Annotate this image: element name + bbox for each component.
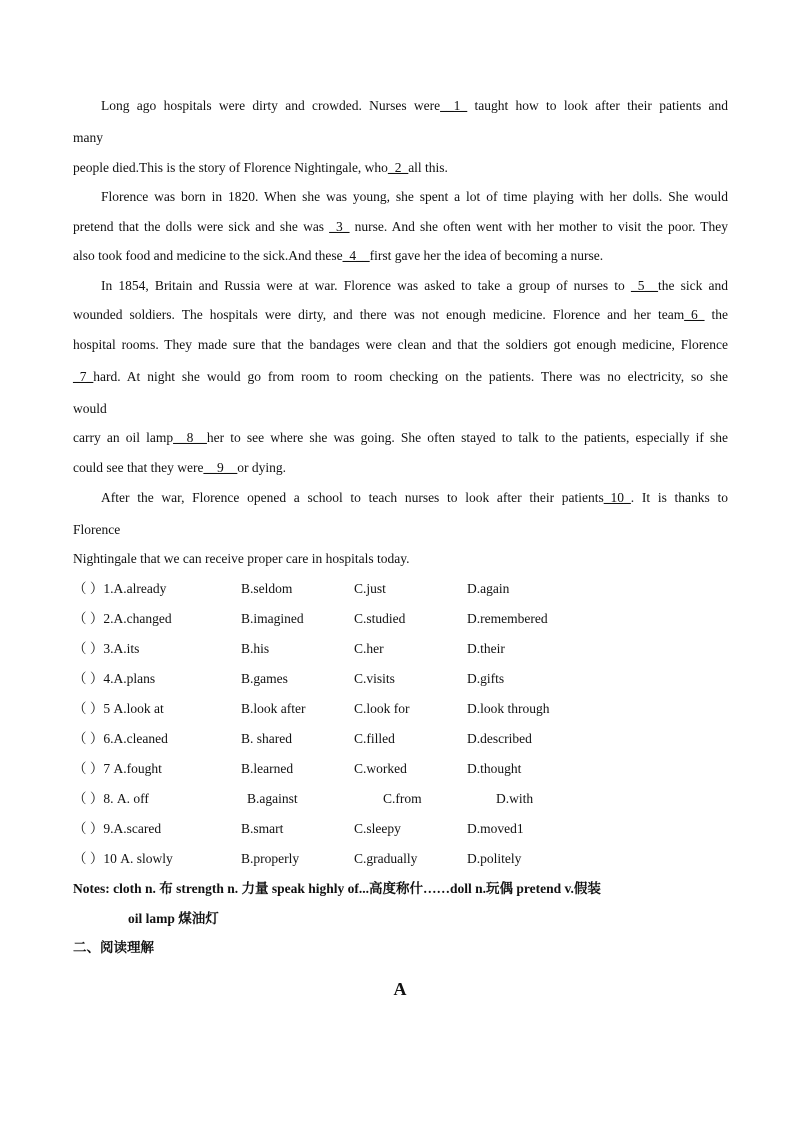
question-row bbox=[73, 699, 728, 719]
question-option-c: C.worked bbox=[354, 761, 407, 776]
question-option-b: B.look after bbox=[241, 701, 306, 716]
question-row bbox=[73, 729, 728, 749]
question-row bbox=[73, 759, 728, 779]
question-option-a: （ ）1.A.already bbox=[73, 581, 167, 596]
question-option-b: B.games bbox=[241, 671, 288, 686]
question-option-d: D.gifts bbox=[467, 671, 505, 686]
passage-line-12: carry an oil lamp__8__her to see where she was going. She often stayed to talk to the patients, especially if she bbox=[73, 430, 728, 445]
passage-line-2: many bbox=[73, 130, 103, 145]
passage-line-3: people died.This is the story of Florence Nightingale, who_2_all this. bbox=[73, 160, 448, 175]
question-option-c: C.filled bbox=[354, 731, 395, 746]
passage-line-11: would bbox=[73, 401, 107, 416]
question-option-a: （ ）8. A. off bbox=[73, 791, 149, 806]
passage-subheading: A bbox=[393, 979, 407, 999]
passage-line-10: _7_hard. At night she would go from room to room checking on the patients. There was no electricity, so she bbox=[73, 369, 728, 384]
question-option-b: B.his bbox=[241, 641, 270, 656]
question-option-a: （ ）3.A.its bbox=[73, 641, 140, 656]
question-option-d: D.again bbox=[467, 581, 510, 596]
question-option-a: （ ）9.A.scared bbox=[73, 821, 162, 836]
question-row bbox=[73, 819, 728, 839]
question-option-d: D.remembered bbox=[467, 611, 548, 626]
question-option-b: B. shared bbox=[241, 731, 292, 746]
question-option-a: （ ）10 A. slowly bbox=[73, 851, 173, 866]
question-option-d: D.described bbox=[467, 731, 532, 746]
passage-line-6: also took food and medicine to the sick.And these_4__first gave her the idea of becoming a nurse. bbox=[73, 248, 604, 263]
question-row bbox=[73, 849, 728, 869]
blank-3: _3_ bbox=[329, 219, 350, 234]
passage-line-13: could see that they were__9__or dying. bbox=[73, 460, 286, 475]
question-option-a: （ ）6.A.cleaned bbox=[73, 731, 168, 746]
question-option-c: C.just bbox=[354, 581, 386, 596]
question-option-d: D.thought bbox=[467, 761, 522, 776]
section-title: 二、阅读理解 bbox=[73, 940, 154, 955]
question-option-d: D.with bbox=[496, 791, 534, 806]
question-option-b: B.seldom bbox=[241, 581, 293, 596]
vocabulary-notes: Notes: cloth n. 布 strength n. 力量 speak highly of...高度称什……doll n.玩偶 pretend v.假装 bbox=[73, 881, 601, 896]
passage-line-14: After the war, Florence opened a school to teach nurses to look after their patients_10_. It is thanks to bbox=[101, 490, 728, 505]
question-option-a: （ ）4.A.plans bbox=[73, 671, 156, 686]
blank-2: _2_ bbox=[387, 160, 409, 175]
question-option-b: B.smart bbox=[241, 821, 284, 836]
question-option-d: D.look through bbox=[467, 701, 550, 716]
question-row bbox=[73, 609, 728, 629]
question-option-a: （ ）5 A.look at bbox=[73, 701, 164, 716]
question-row bbox=[73, 579, 728, 599]
blank-8: __8__ bbox=[173, 430, 207, 445]
question-option-b: B.against bbox=[247, 791, 298, 806]
passage-line-1: Long ago hospitals were dirty and crowded. Nurses were__1_ taught how to look after their patients and bbox=[101, 98, 728, 113]
blank-1: __1_ bbox=[440, 98, 468, 113]
question-option-c: C.her bbox=[354, 641, 384, 656]
question-option-c: C.gradually bbox=[354, 851, 418, 866]
passage-line-5: pretend that the dolls were sick and she was _3_ nurse. And she often went with her mother to visit the poor. They bbox=[73, 219, 728, 234]
question-row bbox=[73, 669, 728, 689]
passage-line-15: Florence bbox=[73, 522, 121, 537]
blank-4: _4__ bbox=[342, 248, 370, 263]
passage-line-7: In 1854, Britain and Russia were at war. Florence was asked to take a group of nurses to _5__the sick and bbox=[101, 278, 728, 293]
question-option-d: D.politely bbox=[467, 851, 522, 866]
question-row bbox=[73, 789, 728, 809]
question-option-c: C.from bbox=[383, 791, 422, 806]
blank-9: __9__ bbox=[203, 460, 238, 475]
question-option-c: C.sleepy bbox=[354, 821, 401, 836]
blank-10: _10_ bbox=[603, 490, 631, 505]
blank-6: _6_ bbox=[684, 307, 705, 322]
blank-7: _7_ bbox=[73, 369, 94, 384]
question-option-d: D.moved1 bbox=[467, 821, 524, 836]
vocabulary-notes-continued: oil lamp 煤油灯 bbox=[128, 911, 219, 926]
blank-5: _5__ bbox=[630, 278, 658, 293]
question-option-b: B.properly bbox=[241, 851, 300, 866]
question-option-a: （ ）7 A.fought bbox=[73, 761, 162, 776]
question-option-a: （ ）2.A.changed bbox=[73, 611, 172, 626]
question-option-c: C.studied bbox=[354, 611, 406, 626]
question-option-b: B.imagined bbox=[241, 611, 304, 626]
question-row bbox=[73, 639, 728, 659]
passage-line-9: hospital rooms. They made sure that the bandages were clean and that the soldiers got enough medicine, Florence bbox=[73, 337, 728, 352]
passage-line-8: wounded soldiers. The hospitals were dirty, and there was not enough medicine. Florence and her team_6_ the bbox=[73, 307, 729, 322]
question-option-b: B.learned bbox=[241, 761, 294, 776]
passage-line-4: Florence was born in 1820. When she was young, she spent a lot of time playing with her dolls. She would bbox=[101, 189, 728, 204]
question-option-c: C.look for bbox=[354, 701, 410, 716]
passage-line-16: Nightingale that we can receive proper care in hospitals today. bbox=[73, 551, 410, 566]
question-option-c: C.visits bbox=[354, 671, 395, 686]
question-option-d: D.their bbox=[467, 641, 505, 656]
